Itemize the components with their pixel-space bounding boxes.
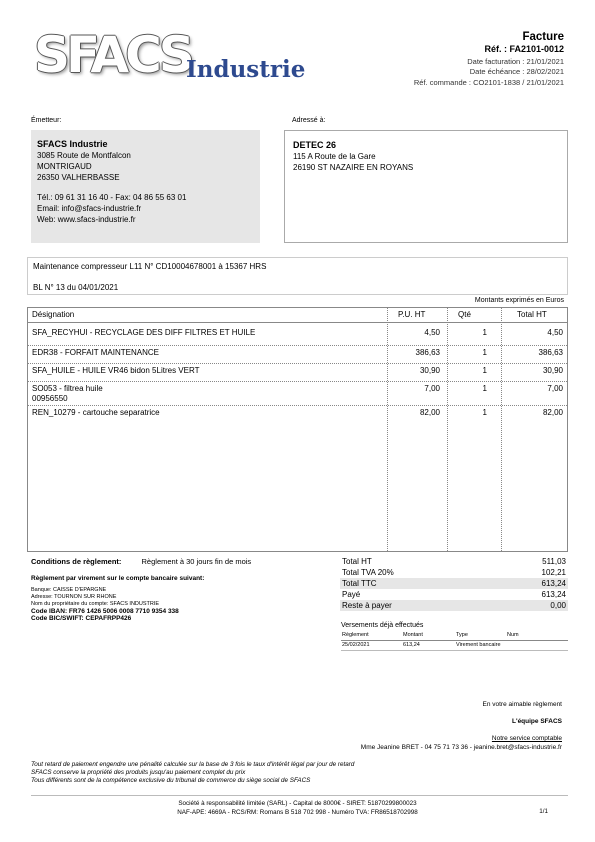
header-unit-price: P.U. HT: [398, 310, 426, 319]
sender-address-line: 3085 Route de Montfalcon: [37, 151, 131, 160]
payment-date: 25/02/2021: [342, 642, 370, 648]
payments-made-title: Versements déjà effectués: [341, 622, 424, 629]
item-total: 386,63: [538, 348, 563, 357]
bank-name: Banque: CAISSE D'EPARGNE: [31, 586, 107, 593]
legal-line: Tout retard de paiement engendre une pénalité calculée sur la base de 3 fois le taux d'intérêt légal par jour de retard: [31, 761, 355, 768]
footer-line: NAF-APE: 4669A - RCS/RM: Romans B 518 702 998 - Numéro TVA: FR86518702998: [177, 808, 418, 816]
item-quantity: 1: [482, 408, 487, 417]
iban: Code IBAN: FR76 1426 5006 0008 7710 9354 338: [31, 607, 179, 615]
bank-address: Adresse: TOURNON SUR RHONE: [31, 593, 117, 600]
closing-signature: L'équipe SFACS: [512, 718, 562, 725]
recipient-label: Adressé à:: [292, 117, 326, 124]
legal-line: Tous différents sont de la compétence exclusive du tribunal de commerce du siège social de SFACS: [31, 777, 311, 784]
sender-block: [31, 130, 260, 243]
company-logo: SFACS: [34, 26, 191, 84]
payments-made-row: [341, 641, 568, 651]
account-owner: Nom du propriétaire du compte: SFACS INDUSTRIE: [31, 600, 160, 607]
item-quantity: 1: [482, 328, 487, 337]
table-row: [28, 384, 567, 404]
total-label: Payé: [342, 590, 361, 599]
total-row: [340, 556, 568, 567]
note-line: Maintenance compresseur L11 N° CD10004678001 à 15367 HRS: [33, 262, 267, 271]
total-label: Total HT: [342, 557, 372, 566]
items-table: [27, 307, 568, 552]
total-label: Total TVA 20%: [342, 568, 394, 577]
footer: [0, 800, 595, 817]
table-row: [28, 348, 567, 368]
recipient-address-line: 115 A Route de la Gare: [293, 152, 376, 161]
item-total: 4,50: [547, 328, 563, 337]
item-total: 7,00: [547, 384, 563, 393]
total-value: 102,21: [541, 568, 566, 577]
note-block: [27, 257, 568, 295]
recipient-name: DETEC 26: [293, 140, 337, 150]
payment-conditions-label: Conditions de règlement:: [31, 557, 122, 566]
row-divider: [28, 381, 567, 382]
payment-type: Virement bancaire: [456, 642, 501, 648]
total-value: 613,24: [541, 579, 566, 588]
header-designation: Désignation: [32, 310, 75, 319]
sender-label: Émetteur:: [31, 117, 62, 124]
total-row: [340, 589, 568, 600]
footer-divider: [31, 795, 568, 796]
total-value: 613,24: [541, 590, 566, 599]
order-ref: Réf. commande : CO2101-1838 / 21/01/2021: [413, 78, 564, 87]
payment-amount: 613,24: [403, 642, 420, 648]
bank-transfer-title: Règlement par virement sur le compte bancaire suivant:: [31, 575, 205, 582]
row-divider: [28, 363, 567, 364]
item-unit-price: 7,00: [424, 384, 440, 393]
item-total: 82,00: [542, 408, 563, 417]
item-designation: SFA_HUILE - HUILE VR46 bidon 5Litres VERT: [32, 366, 200, 375]
legal-line: SFACS conserve la propriété des produits jusqu'au paiement complet du prix: [31, 769, 246, 776]
document-type: Facture: [522, 31, 564, 43]
bic: Code BIC/SWIFT: CEPAFRPP426: [31, 615, 132, 622]
totals-block: [340, 556, 568, 611]
total-row: [340, 578, 568, 589]
page-number: 1/1: [539, 808, 548, 815]
currency-note: Montants exprimés en Euros: [474, 297, 564, 304]
total-row: [340, 567, 568, 578]
header-divider: [28, 322, 567, 323]
item-total: 30,90: [542, 366, 563, 375]
item-unit-price: 386,63: [415, 348, 440, 357]
invoice-ref: Réf. : FA2101-0012: [484, 44, 564, 54]
total-value: 0,00: [550, 601, 566, 610]
sender-name: SFACS Industrie: [37, 139, 108, 149]
payments-col-type: Type: [456, 632, 468, 638]
sender-email: Email: info@sfacs-industrie.fr: [37, 204, 142, 213]
note-line: BL N° 13 du 04/01/2021: [33, 283, 119, 292]
total-row: [340, 600, 568, 611]
item-designation: REN_10279 - cartouche separatrice: [32, 408, 160, 417]
sender-address-line: MONTRIGAUD: [37, 162, 92, 171]
header-quantity: Qté: [458, 310, 471, 319]
sender-phone: Tél.: 09 61 31 16 40 - Fax: 04 86 55 63 01: [37, 193, 187, 202]
payment-conditions-value: Règlement à 30 jours fin de mois: [141, 557, 252, 566]
legal-notice: [31, 761, 354, 785]
item-quantity: 1: [482, 366, 487, 375]
table-row: [28, 408, 567, 428]
payments-col-amount: Montant: [403, 632, 423, 638]
sender-website: Web: www.sfacs-industrie.fr: [37, 215, 136, 224]
item-unit-price: 30,90: [419, 366, 440, 375]
bank-details: [31, 575, 331, 623]
item-designation: SO053 - filtrea huile: [32, 384, 103, 393]
total-value: 511,03: [542, 557, 566, 566]
table-row: [28, 366, 567, 386]
item-unit-price: 82,00: [419, 408, 440, 417]
payments-col-date: Règlement: [342, 632, 369, 638]
accounting-service: Notre service comptable: [491, 735, 562, 742]
payments-made: [341, 622, 568, 651]
payments-col-num: Num: [507, 632, 519, 638]
footer-line: Société à responsabilité limitée (SARL) - Capital de 8000€ - SIRET: 51870299800023: [178, 800, 417, 807]
recipient-block: [284, 130, 568, 243]
total-label: Total TTC: [342, 579, 377, 588]
items-table-header: [28, 308, 567, 322]
invoice-header: [314, 31, 564, 88]
row-divider: [28, 345, 567, 346]
row-divider: [28, 405, 567, 406]
accounting-contact: Mme Jeanine BRET - 04 75 71 73 36 - jeanine.bret@sfacs-industrie.fr: [360, 744, 562, 751]
total-label: Reste à payer: [342, 601, 392, 610]
item-extra: 00956550: [32, 394, 68, 403]
item-designation: SFA_RECYHUI - RECYCLAGE DES DIFF FILTRES ET HUILE: [32, 328, 256, 337]
item-quantity: 1: [482, 348, 487, 357]
payment-conditions: [31, 557, 251, 566]
recipient-address-line: 26190 ST NAZAIRE EN ROYANS: [293, 163, 414, 172]
closing-greeting: En votre aimable règlement: [482, 701, 562, 708]
item-unit-price: 4,50: [424, 328, 440, 337]
company-logo-subtitle: Industrie: [186, 56, 306, 83]
item-designation: EDR38 - FORFAIT MAINTENANCE: [32, 348, 159, 357]
header-total: Total HT: [517, 310, 547, 319]
invoice-date: Date facturation : 21/01/2021: [467, 57, 564, 66]
item-quantity: 1: [482, 384, 487, 393]
due-date: Date échéance : 28/02/2021: [469, 66, 564, 76]
sender-address-line: 26350 VALHERBASSE: [37, 173, 120, 182]
payments-made-header: [341, 632, 568, 641]
